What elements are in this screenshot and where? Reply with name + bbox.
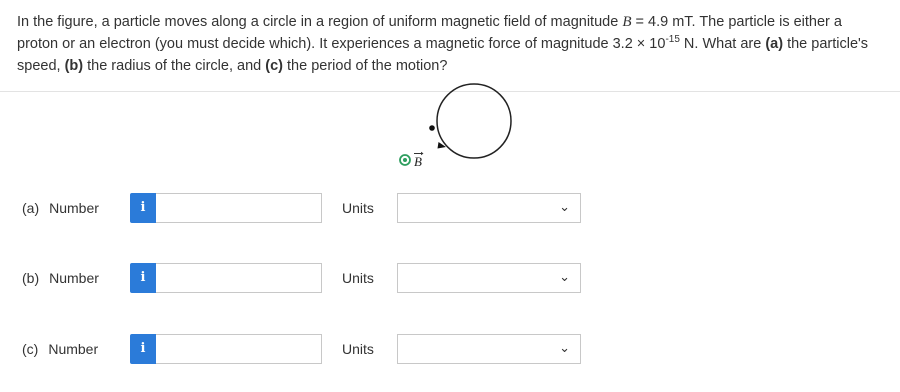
figure-svg — [390, 80, 520, 175]
part-b-label — [22, 262, 99, 294]
number-label: Number — [48, 341, 99, 357]
question-text-part: = 4.9 mT. The particle is either a proton or an electron (you must decide which). It experiences a magnetic force of magnitude 3.2 × 10 — [17, 14, 842, 52]
units-label: Units — [342, 270, 374, 286]
part-a-tag: (a) — [765, 36, 784, 52]
part-a-label — [22, 192, 99, 224]
chevron-down-icon: ⌄ — [559, 270, 570, 285]
info-button[interactable]: i — [130, 263, 156, 293]
question-text-part: the radius of the circle, and — [83, 58, 266, 74]
number-input-c[interactable] — [156, 334, 322, 364]
chevron-down-icon: ⌄ — [559, 200, 570, 215]
field-label-b: B — [414, 154, 422, 169]
number-label: Number — [49, 200, 99, 216]
question-text-part: the period of the motion? — [282, 58, 448, 74]
number-input-a[interactable] — [156, 193, 322, 223]
field-out-of-page-icon — [400, 155, 410, 165]
variable-b: B — [622, 14, 632, 30]
question-text-part: the particle's speed, — [17, 36, 869, 74]
info-button[interactable]: i — [130, 193, 156, 223]
question-text-part: N. What are — [679, 36, 766, 52]
units-label: Units — [342, 341, 374, 357]
units-select-a[interactable] — [397, 193, 581, 223]
question-text — [17, 11, 883, 77]
particle-path-circle — [437, 84, 511, 158]
number-input-b[interactable] — [156, 263, 322, 293]
info-button[interactable]: i — [130, 334, 156, 364]
question-text-part: In the figure, a particle moves along a circle in a region of uniform magnetic field of magnitude — [17, 14, 623, 30]
part-a-row — [0, 192, 900, 224]
part-letter: (c) — [22, 341, 39, 357]
units-select-c[interactable] — [397, 334, 581, 364]
part-letter: (a) — [22, 200, 40, 216]
units-label: Units — [342, 200, 374, 216]
part-c-tag: (c) — [265, 58, 283, 74]
part-letter: (b) — [22, 270, 40, 286]
exponent: -15 — [665, 34, 680, 45]
units-select-b[interactable] — [397, 263, 581, 293]
part-b-tag: (b) — [64, 58, 84, 74]
part-c-label — [22, 333, 98, 365]
chevron-down-icon: ⌄ — [559, 341, 570, 356]
number-label: Number — [49, 270, 99, 286]
part-b-row — [0, 262, 900, 294]
figure-circle-path — [390, 80, 520, 175]
particle-dot — [429, 125, 435, 131]
part-c-row — [0, 333, 900, 365]
